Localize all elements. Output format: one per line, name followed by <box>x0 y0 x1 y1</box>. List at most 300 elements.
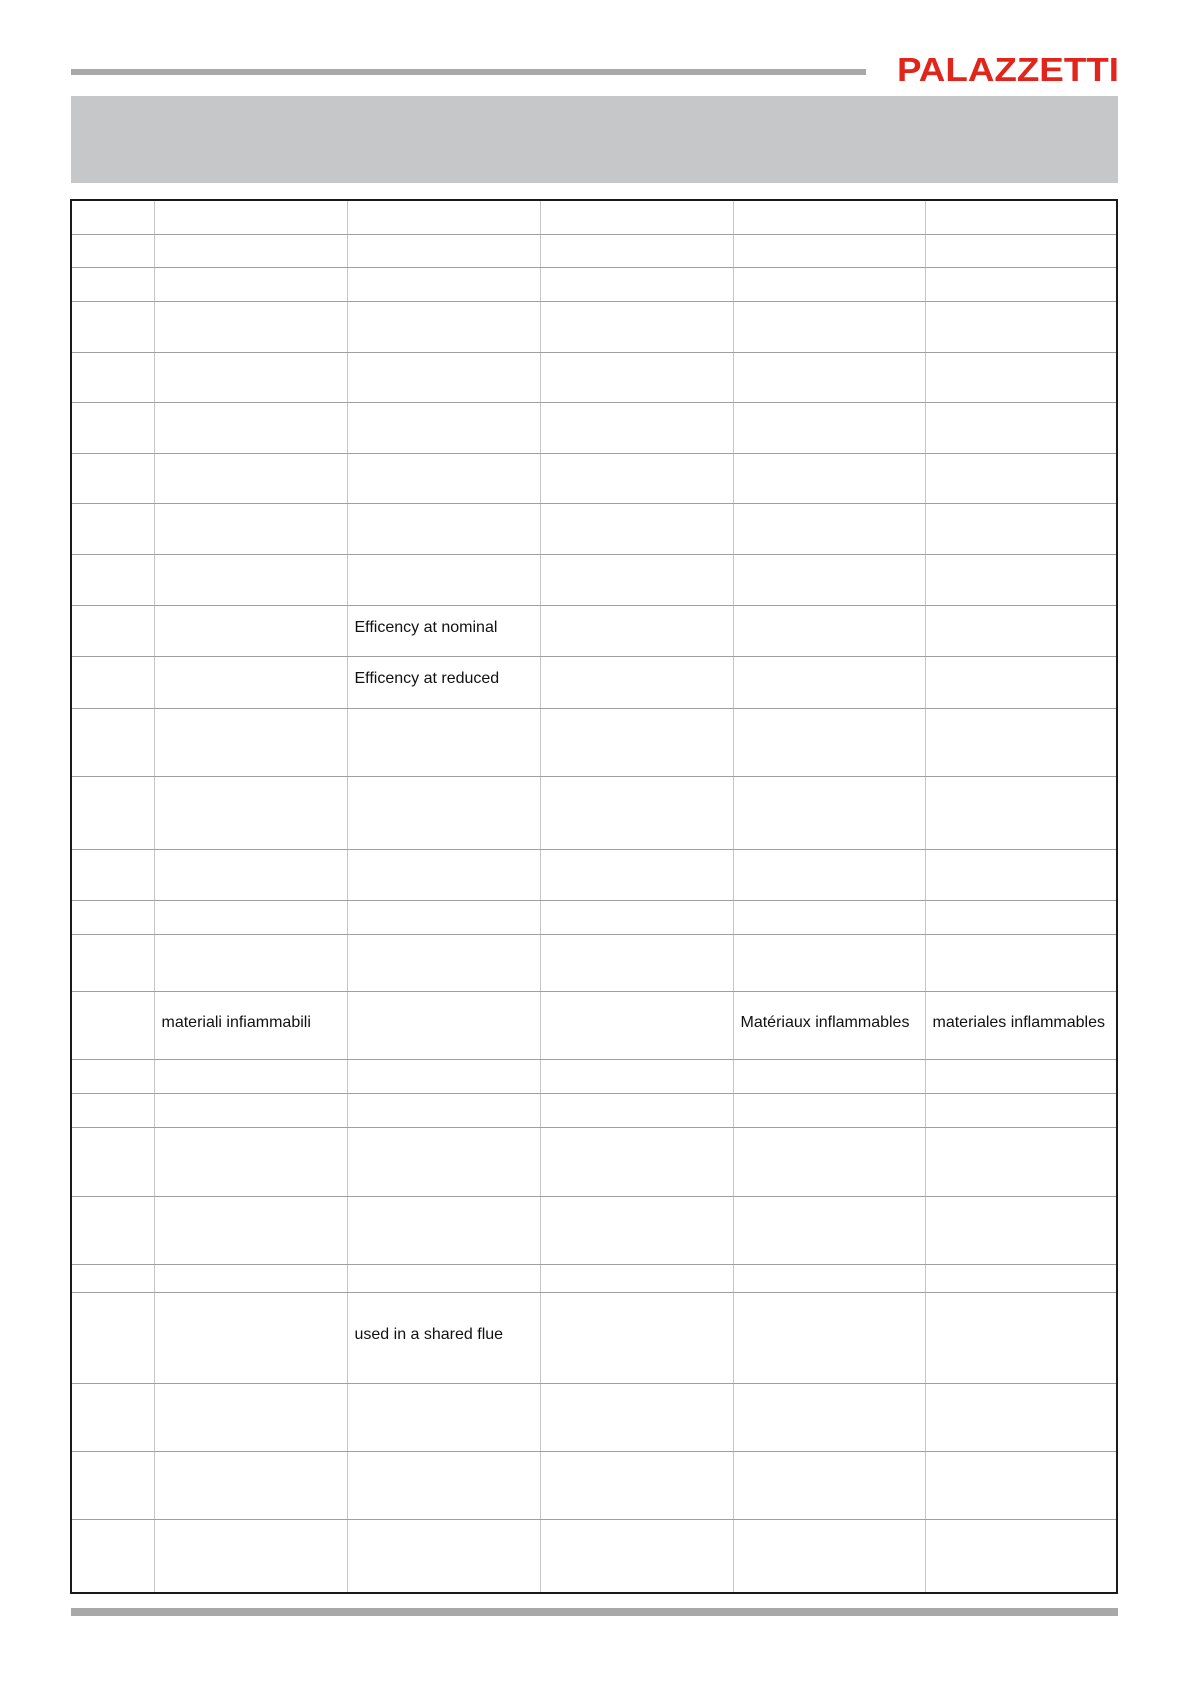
cell-text <box>741 935 918 948</box>
table-cell <box>72 1292 154 1383</box>
cell-text <box>933 403 1110 416</box>
table-cell <box>733 352 925 402</box>
table-row <box>72 301 1116 352</box>
table-cell <box>154 301 347 352</box>
spec-table-body <box>72 201 1116 1592</box>
cell-text <box>548 709 726 722</box>
table-row <box>72 1060 1116 1094</box>
table-cell <box>733 606 925 657</box>
table-cell <box>154 1060 347 1094</box>
table-cell <box>540 1128 733 1196</box>
cell-text <box>933 935 1110 948</box>
table-cell <box>540 454 733 504</box>
cell-text <box>548 992 726 1014</box>
table-cell <box>540 402 733 453</box>
table-cell <box>540 849 733 900</box>
table-cell <box>733 1094 925 1128</box>
table-cell <box>347 657 540 708</box>
brand-logo-text: PALAZZETTI <box>897 54 1119 84</box>
table-cell <box>925 352 1116 402</box>
cell-text <box>355 1060 533 1073</box>
cell-text <box>162 1265 340 1278</box>
cell-text <box>355 454 533 467</box>
table-cell <box>72 267 154 301</box>
table-cell <box>347 301 540 352</box>
table-cell <box>72 201 154 234</box>
table-cell <box>925 992 1116 1060</box>
cell-text <box>355 1197 533 1210</box>
cell-text <box>162 850 340 863</box>
cell-text <box>79 709 147 722</box>
cell-text <box>741 235 918 248</box>
table-cell <box>347 402 540 453</box>
table-cell <box>347 606 540 657</box>
cell-text: materiali infiammabili <box>161 1014 311 1032</box>
table-cell <box>925 504 1116 555</box>
table-cell <box>925 776 1116 849</box>
cell-text <box>741 657 918 670</box>
table-cell <box>540 1264 733 1292</box>
cell-text <box>79 992 147 1014</box>
table-cell <box>154 402 347 453</box>
cell-text <box>79 901 147 914</box>
cell-text <box>548 1384 726 1397</box>
table-cell <box>925 1094 1116 1128</box>
cell-text <box>355 555 533 568</box>
cell-text <box>162 1128 340 1141</box>
cell-text <box>548 235 726 248</box>
table-cell <box>154 234 347 267</box>
table-cell <box>540 935 733 992</box>
cell-text <box>548 1094 726 1107</box>
table-row <box>72 1196 1116 1264</box>
cell-text: Efficency at nominal <box>354 619 498 637</box>
table-cell <box>154 935 347 992</box>
table-cell <box>925 402 1116 453</box>
cell-text <box>355 1384 533 1397</box>
table-cell <box>925 201 1116 234</box>
table-cell <box>925 708 1116 776</box>
table-cell <box>540 1452 733 1520</box>
table-cell <box>72 1128 154 1196</box>
cell-text <box>162 1094 340 1107</box>
table-cell <box>72 657 154 708</box>
table-cell <box>72 1264 154 1292</box>
cell-text <box>79 1293 147 1326</box>
table-cell <box>72 504 154 555</box>
table-row <box>72 402 1116 453</box>
cell-text: Matériaux inflammables <box>740 1014 910 1032</box>
cell-text <box>548 201 726 214</box>
table-cell <box>733 504 925 555</box>
footer-rule <box>71 1608 1118 1616</box>
cell-text <box>933 1094 1110 1107</box>
table-cell <box>347 234 540 267</box>
table-cell <box>72 301 154 352</box>
cell-text <box>162 555 340 568</box>
table-cell <box>72 402 154 453</box>
cell-text <box>355 777 533 790</box>
table-row <box>72 267 1116 301</box>
cell-text <box>933 606 1110 619</box>
table-cell <box>540 555 733 606</box>
cell-text <box>741 454 918 467</box>
cell-text <box>355 1265 533 1278</box>
cell-text <box>548 504 726 517</box>
cell-text <box>355 709 533 722</box>
table-cell <box>347 708 540 776</box>
cell-text <box>933 268 1110 281</box>
cell-text <box>548 1197 726 1210</box>
spec-table <box>72 201 1116 1592</box>
cell-text <box>933 1128 1110 1141</box>
cell-text <box>162 235 340 248</box>
table-cell <box>72 776 154 849</box>
cell-text <box>548 777 726 790</box>
cell-text <box>933 777 1110 790</box>
table-cell <box>925 1383 1116 1451</box>
table-cell <box>72 1196 154 1264</box>
cell-text <box>741 1060 918 1073</box>
cell-text <box>162 1452 340 1465</box>
cell-text <box>933 454 1110 467</box>
table-row <box>72 1452 1116 1520</box>
table-cell <box>154 1520 347 1592</box>
table-cell <box>540 234 733 267</box>
table-cell <box>540 657 733 708</box>
table-cell <box>733 454 925 504</box>
cell-text <box>933 555 1110 568</box>
cell-text <box>162 1197 340 1210</box>
table-cell <box>154 776 347 849</box>
cell-text <box>933 504 1110 517</box>
cell-text <box>79 555 147 568</box>
table-row <box>72 1094 1116 1128</box>
table-cell <box>540 267 733 301</box>
cell-text <box>162 353 340 366</box>
table-row <box>72 201 1116 234</box>
cell-text <box>741 1094 918 1107</box>
cell-text <box>933 302 1110 315</box>
table-cell <box>154 352 347 402</box>
cell-text <box>933 1265 1110 1278</box>
title-band <box>71 96 1118 183</box>
cell-text <box>355 1452 533 1465</box>
cell-text <box>162 201 340 214</box>
table-row <box>72 1520 1116 1592</box>
table-cell <box>347 900 540 934</box>
cell-text <box>79 850 147 863</box>
table-cell <box>925 234 1116 267</box>
table-cell <box>540 606 733 657</box>
table-cell <box>733 776 925 849</box>
table-cell <box>72 900 154 934</box>
table-cell <box>733 201 925 234</box>
cell-text: used in a shared flue <box>354 1325 504 1343</box>
cell-text <box>79 1384 147 1397</box>
cell-text <box>933 850 1110 863</box>
table-cell <box>925 454 1116 504</box>
cell-text <box>162 1293 340 1326</box>
table-cell <box>540 1292 733 1383</box>
table-cell <box>733 849 925 900</box>
table-cell <box>72 1452 154 1520</box>
cell-text <box>933 709 1110 722</box>
table-cell <box>154 1094 347 1128</box>
table-cell <box>733 708 925 776</box>
cell-text <box>162 403 340 416</box>
cell-text <box>548 657 726 670</box>
table-cell <box>733 1196 925 1264</box>
cell-text <box>741 1452 918 1465</box>
cell-text <box>933 201 1110 214</box>
cell-text <box>79 1060 147 1073</box>
table-cell <box>347 1264 540 1292</box>
cell-text <box>741 353 918 366</box>
table-cell <box>154 1264 347 1292</box>
cell-text <box>79 353 147 366</box>
table-cell <box>154 708 347 776</box>
cell-text <box>79 504 147 517</box>
table-cell <box>540 1196 733 1264</box>
cell-text <box>162 657 340 670</box>
cell-text <box>162 454 340 467</box>
table-row <box>72 992 1116 1060</box>
cell-text <box>355 201 533 214</box>
table-row <box>72 234 1116 267</box>
table-cell <box>72 555 154 606</box>
cell-text <box>79 268 147 281</box>
table-cell <box>154 555 347 606</box>
table-cell <box>733 1128 925 1196</box>
cell-text <box>355 1520 533 1533</box>
cell-text <box>162 302 340 315</box>
table-cell <box>925 1060 1116 1094</box>
cell-text <box>741 201 918 214</box>
table-cell <box>540 504 733 555</box>
table-cell <box>733 301 925 352</box>
cell-text <box>79 1094 147 1107</box>
table-cell <box>347 267 540 301</box>
cell-text <box>355 1094 533 1107</box>
cell-text <box>79 657 147 670</box>
brand-logo <box>897 54 1119 84</box>
table-cell <box>154 454 347 504</box>
table-cell <box>925 1520 1116 1592</box>
cell-text <box>741 302 918 315</box>
cell-text <box>355 901 533 914</box>
cell-text <box>741 504 918 517</box>
cell-text <box>79 1265 147 1278</box>
table-cell <box>540 1383 733 1451</box>
table-cell <box>347 1094 540 1128</box>
table-row <box>72 900 1116 934</box>
table-cell <box>72 992 154 1060</box>
cell-text <box>79 235 147 248</box>
cell-text <box>741 268 918 281</box>
table-cell <box>72 1383 154 1451</box>
table-cell <box>733 1060 925 1094</box>
cell-text <box>355 1128 533 1141</box>
cell-text <box>933 1293 1110 1326</box>
cell-text <box>741 1520 918 1533</box>
table-cell <box>72 352 154 402</box>
table-cell <box>72 708 154 776</box>
cell-text <box>162 1520 340 1533</box>
cell-text <box>79 1520 147 1533</box>
table-cell <box>925 1196 1116 1264</box>
table-cell <box>154 849 347 900</box>
table-cell <box>347 352 540 402</box>
table-cell <box>154 657 347 708</box>
table-cell <box>925 267 1116 301</box>
cell-text <box>548 1128 726 1141</box>
cell-text <box>355 353 533 366</box>
table-cell <box>925 849 1116 900</box>
cell-text <box>355 403 533 416</box>
table-cell <box>72 1094 154 1128</box>
table-cell <box>347 1520 540 1592</box>
table-row <box>72 708 1116 776</box>
table-cell <box>347 776 540 849</box>
table-cell <box>733 267 925 301</box>
cell-text <box>548 1293 726 1326</box>
table-cell <box>347 992 540 1060</box>
table-row <box>72 1383 1116 1451</box>
table-cell <box>72 935 154 992</box>
cell-text <box>933 1520 1110 1533</box>
table-cell <box>72 1060 154 1094</box>
cell-text <box>741 850 918 863</box>
table-cell <box>925 606 1116 657</box>
table-cell <box>154 992 347 1060</box>
table-cell <box>347 1383 540 1451</box>
table-cell <box>733 234 925 267</box>
table-cell <box>347 1196 540 1264</box>
cell-text <box>355 504 533 517</box>
cell-text <box>162 606 340 619</box>
table-cell <box>925 900 1116 934</box>
table-cell <box>347 935 540 992</box>
cell-text <box>548 901 726 914</box>
table-cell <box>733 1264 925 1292</box>
cell-text <box>933 1452 1110 1465</box>
cell-text <box>355 302 533 315</box>
table-cell <box>925 657 1116 708</box>
table-cell <box>733 992 925 1060</box>
table-cell <box>154 1128 347 1196</box>
table-cell <box>925 1452 1116 1520</box>
table-row <box>72 352 1116 402</box>
cell-text <box>548 1060 726 1073</box>
table-cell <box>540 301 733 352</box>
table-cell <box>72 1520 154 1592</box>
cell-text <box>741 606 918 619</box>
table-cell <box>733 1452 925 1520</box>
table-cell <box>154 1383 347 1451</box>
table-cell <box>540 900 733 934</box>
table-cell <box>72 234 154 267</box>
table-cell <box>540 992 733 1060</box>
cell-text <box>355 235 533 248</box>
cell-text <box>79 1197 147 1210</box>
cell-text <box>79 777 147 790</box>
table-cell <box>347 504 540 555</box>
cell-text <box>79 201 147 214</box>
table-row <box>72 606 1116 657</box>
cell-text: materiales inflammables <box>932 1014 1106 1032</box>
table-row <box>72 454 1116 504</box>
table-cell <box>154 1452 347 1520</box>
cell-text <box>741 1197 918 1210</box>
table-row <box>72 1292 1116 1383</box>
cell-text <box>933 901 1110 914</box>
table-cell <box>154 201 347 234</box>
cell-text <box>355 850 533 863</box>
cell-text <box>548 268 726 281</box>
cell-text <box>933 1197 1110 1210</box>
table-cell <box>347 1292 540 1383</box>
table-cell <box>733 935 925 992</box>
table-cell <box>347 555 540 606</box>
cell-text <box>741 1384 918 1397</box>
cell-text <box>548 606 726 619</box>
cell-text <box>933 1384 1110 1397</box>
table-row <box>72 657 1116 708</box>
table-cell <box>154 1196 347 1264</box>
table-cell <box>925 1264 1116 1292</box>
table-cell <box>154 267 347 301</box>
header-rule <box>71 69 866 75</box>
table-cell <box>347 1128 540 1196</box>
table-row <box>72 776 1116 849</box>
table-cell <box>540 708 733 776</box>
table-cell <box>154 900 347 934</box>
cell-text <box>79 403 147 416</box>
table-cell <box>72 454 154 504</box>
cell-text <box>162 901 340 914</box>
table-cell <box>733 657 925 708</box>
table-cell <box>72 606 154 657</box>
cell-text <box>548 935 726 948</box>
table-cell <box>347 849 540 900</box>
table-cell <box>733 555 925 606</box>
table-cell <box>540 352 733 402</box>
table-cell <box>925 1292 1116 1383</box>
cell-text <box>741 1265 918 1278</box>
cell-text <box>741 901 918 914</box>
cell-text <box>548 1265 726 1278</box>
cell-text <box>162 1384 340 1397</box>
cell-text <box>933 657 1110 670</box>
cell-text <box>548 850 726 863</box>
cell-text <box>741 1293 918 1326</box>
cell-text <box>162 268 340 281</box>
cell-text <box>548 403 726 416</box>
table-cell <box>540 1520 733 1592</box>
cell-text <box>162 709 340 722</box>
table-cell <box>925 935 1116 992</box>
cell-text <box>548 1520 726 1533</box>
table-cell <box>154 504 347 555</box>
table-cell <box>347 1452 540 1520</box>
cell-text <box>548 454 726 467</box>
cell-text <box>79 302 147 315</box>
cell-text <box>162 777 340 790</box>
cell-text <box>79 454 147 467</box>
cell-text <box>162 935 340 948</box>
table-cell <box>925 1128 1116 1196</box>
